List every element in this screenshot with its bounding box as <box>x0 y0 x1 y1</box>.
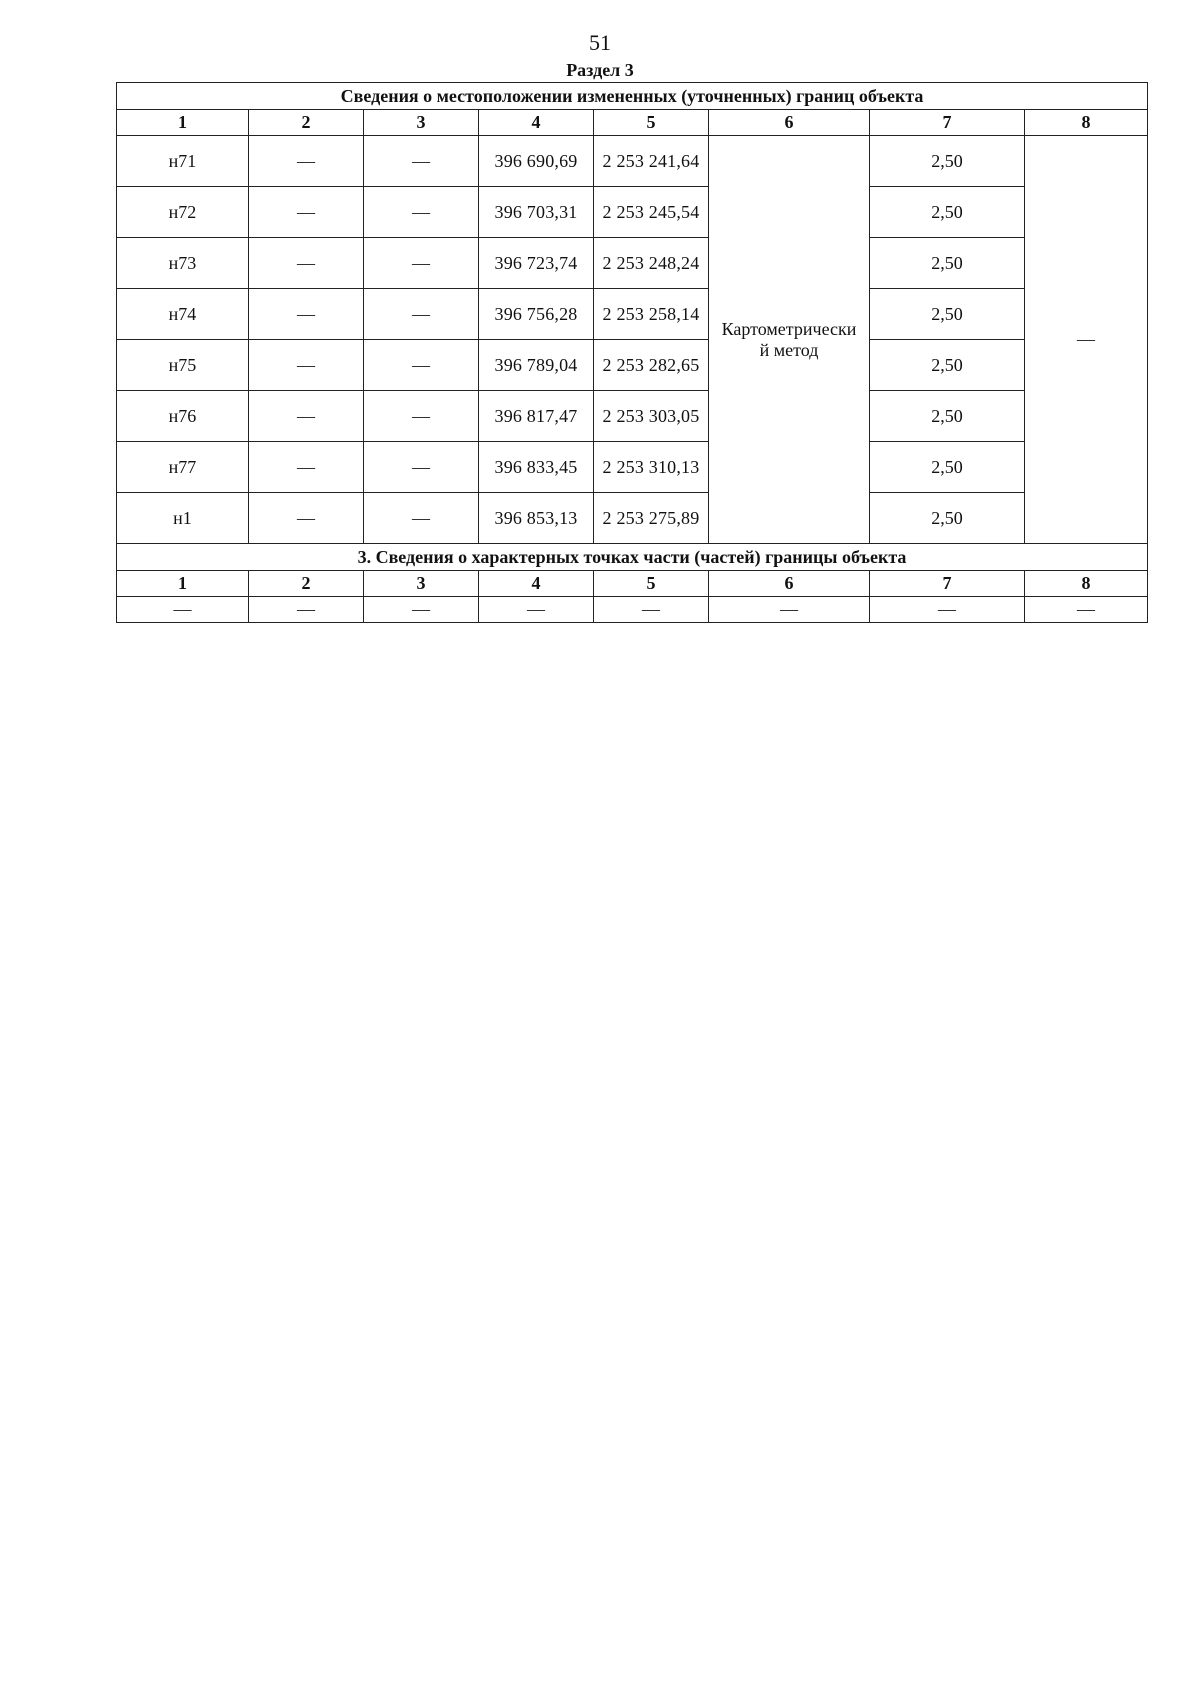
table1-col-header: 6 <box>709 110 870 136</box>
cell-col2: — <box>249 289 364 340</box>
point-id: н73 <box>117 238 249 289</box>
coord-x: 396 690,69 <box>479 136 594 187</box>
accuracy-value: 2,50 <box>870 187 1025 238</box>
cell-col3: — <box>364 340 479 391</box>
table2-caption: 3. Сведения о характерных точках части (частей) границы объекта <box>117 544 1148 571</box>
table1-col-header: 8 <box>1025 110 1148 136</box>
coord-y: 2 253 241,64 <box>594 136 709 187</box>
table-row <box>117 238 1148 289</box>
table1-col-header: 1 <box>117 110 249 136</box>
coord-x: 396 853,13 <box>479 493 594 544</box>
table-row <box>117 187 1148 238</box>
point-id: н77 <box>117 442 249 493</box>
table-row <box>117 136 1148 187</box>
table1-header-row <box>117 110 1148 136</box>
table-row <box>117 289 1148 340</box>
col8-merged-cell: — <box>1025 136 1148 544</box>
cell-col3: — <box>364 187 479 238</box>
table2-col-header: 3 <box>364 571 479 597</box>
accuracy-value: 2,50 <box>870 442 1025 493</box>
table-row <box>117 442 1148 493</box>
coord-y: 2 253 282,65 <box>594 340 709 391</box>
coord-y: 2 253 310,13 <box>594 442 709 493</box>
cell-col2: — <box>249 493 364 544</box>
point-id: н71 <box>117 136 249 187</box>
method-line-1: Картометрически <box>721 318 857 339</box>
table2-col-header: 7 <box>870 571 1025 597</box>
table1-col-header: 3 <box>364 110 479 136</box>
table1-caption: Сведения о местоположении измененных (уточненных) границ объекта <box>117 83 1148 110</box>
table2-col-header: 5 <box>594 571 709 597</box>
coord-x: 396 833,45 <box>479 442 594 493</box>
accuracy-value: 2,50 <box>870 493 1025 544</box>
method-cell <box>709 136 870 544</box>
accuracy-value: 2,50 <box>870 391 1025 442</box>
table2-cell: — <box>117 597 249 623</box>
table2-cell: — <box>479 597 594 623</box>
coord-x: 396 789,04 <box>479 340 594 391</box>
point-id: н75 <box>117 340 249 391</box>
method-line-2: й метод <box>759 339 819 360</box>
coord-y: 2 253 248,24 <box>594 238 709 289</box>
table1-col-header: 4 <box>479 110 594 136</box>
coord-x: 396 756,28 <box>479 289 594 340</box>
cell-col3: — <box>364 493 479 544</box>
table1-col-header: 2 <box>249 110 364 136</box>
table-row <box>117 493 1148 544</box>
section-title: Раздел 3 <box>566 60 634 80</box>
table2-cell: — <box>364 597 479 623</box>
coord-y: 2 253 275,89 <box>594 493 709 544</box>
table2-col-header: 1 <box>117 571 249 597</box>
coord-x: 396 703,31 <box>479 187 594 238</box>
table1-col-header: 5 <box>594 110 709 136</box>
table2-col-header: 4 <box>479 571 594 597</box>
page-number: 51 <box>589 30 611 55</box>
cell-col2: — <box>249 340 364 391</box>
cell-col3: — <box>364 289 479 340</box>
table2-cell: — <box>709 597 870 623</box>
cell-col2: — <box>249 187 364 238</box>
cell-col2: — <box>249 136 364 187</box>
cell-col3: — <box>364 238 479 289</box>
point-id: н72 <box>117 187 249 238</box>
cell-col2: — <box>249 391 364 442</box>
table2-col-header: 6 <box>709 571 870 597</box>
cell-col3: — <box>364 442 479 493</box>
coord-y: 2 253 258,14 <box>594 289 709 340</box>
boundary-table <box>116 82 1148 623</box>
cell-col2: — <box>249 442 364 493</box>
accuracy-value: 2,50 <box>870 238 1025 289</box>
coord-x: 396 723,74 <box>479 238 594 289</box>
table2-cell: — <box>870 597 1025 623</box>
table-row <box>117 391 1148 442</box>
table2-cell: — <box>594 597 709 623</box>
table-row <box>117 340 1148 391</box>
point-id: н1 <box>117 493 249 544</box>
table2-cell: — <box>1025 597 1148 623</box>
point-id: н74 <box>117 289 249 340</box>
accuracy-value: 2,50 <box>870 340 1025 391</box>
cell-col2: — <box>249 238 364 289</box>
accuracy-value: 2,50 <box>870 136 1025 187</box>
coord-y: 2 253 303,05 <box>594 391 709 442</box>
coord-y: 2 253 245,54 <box>594 187 709 238</box>
table2-cell: — <box>249 597 364 623</box>
table2-col-header: 8 <box>1025 571 1148 597</box>
cell-col3: — <box>364 391 479 442</box>
coord-x: 396 817,47 <box>479 391 594 442</box>
point-id: н76 <box>117 391 249 442</box>
table2-col-header: 2 <box>249 571 364 597</box>
table2-header-row <box>117 571 1148 597</box>
accuracy-value: 2,50 <box>870 289 1025 340</box>
table2-row <box>117 597 1148 623</box>
table1-col-header: 7 <box>870 110 1025 136</box>
cell-col3: — <box>364 136 479 187</box>
